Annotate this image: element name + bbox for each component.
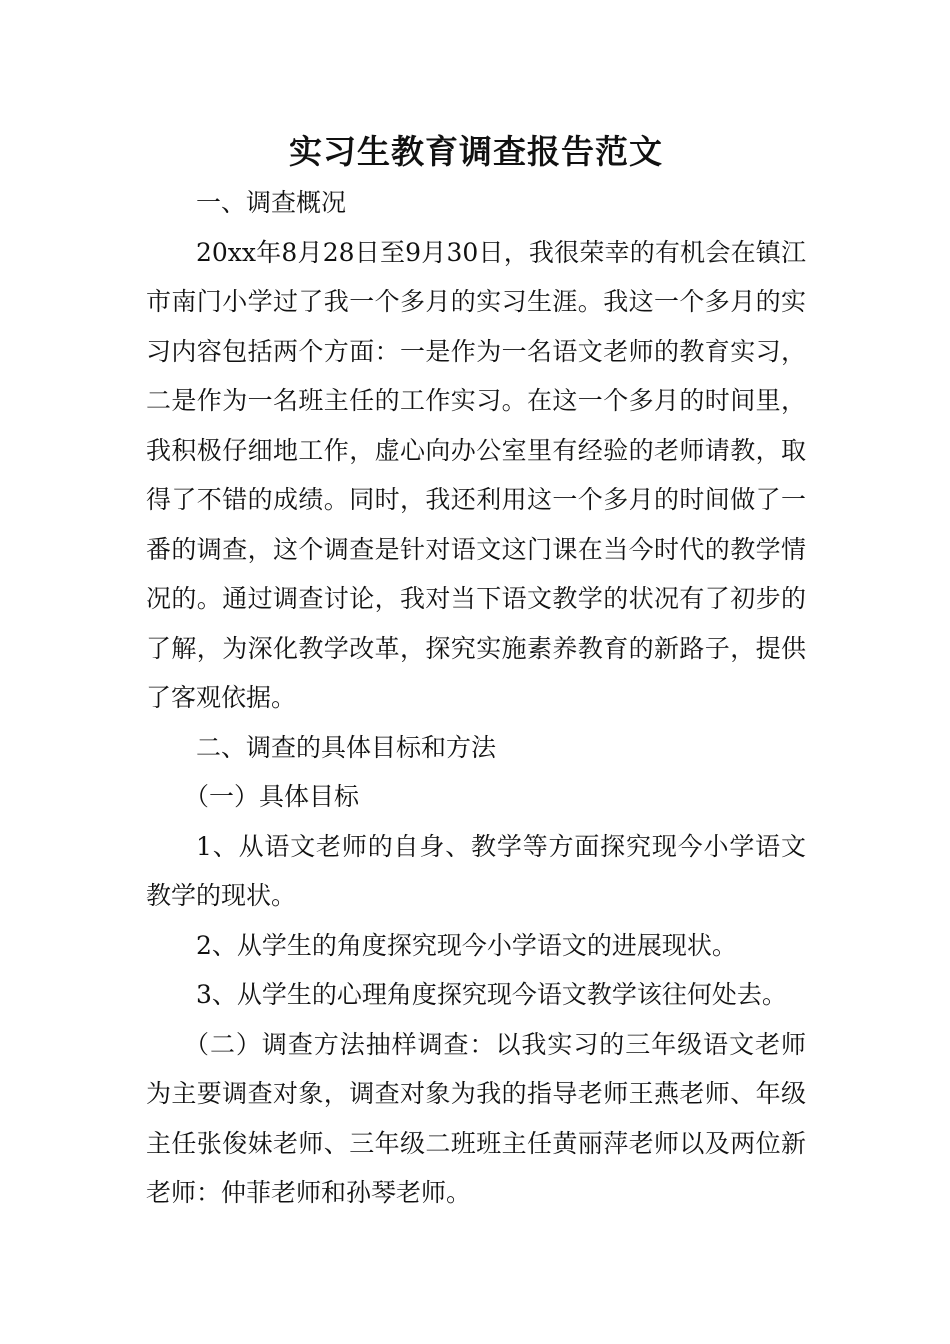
subsection-heading-goals: （一）具体目标 <box>184 782 360 811</box>
overview-paragraph: 20xx年8月28日至9月30日，我很荣幸的有机会在镇江市南门小学过了我一个多月的实习生涯。我这一个多月的实习内容包括两个方面：一是作为一名语文老师的教育实习，二是作为一名班主任的工作实习。在这一个多月的时间里，我积极仔细地工作，虚心向办公室里有经验的老师请教，取得了不错的成绩。同时，我还利用这一个多月的时间做了一番的调查，这个调查是针对语文这门课在当今时代的教学情况的。通过调查讨论，我对当下语文教学的状况有了初步的了解，为深化教学改革，探究实施素养教育的新路子，提供了客观依据。 <box>146 237 806 712</box>
section-heading-overview: 一、调查概况 <box>196 188 347 217</box>
section-heading-goals-methods: 二、调查的具体目标和方法 <box>196 732 497 762</box>
goal-item-1: 1、从语文老师的自身、教学等方面探究现今小学语文教学的现状。 <box>146 831 806 910</box>
goal-item-2: 2、从学生的角度探究现今小学语文的进展现状。 <box>196 930 737 960</box>
document-page <box>146 126 806 1218</box>
goal-item-3: 3、从学生的心理角度探究现今语文教学该往何处去。 <box>196 980 787 1009</box>
methods-paragraph: （二）调查方法抽样调查：以我实习的三年级语文老师为主要调查对象，调查对象为我的指导老师王燕老师、年级主任张俊妹老师、三年级二班班主任黄丽萍老师以及两位新老师：仲菲老师和孙琴老师。 <box>146 1029 806 1207</box>
document-title: 实习生教育调查报告范文 <box>289 132 663 171</box>
